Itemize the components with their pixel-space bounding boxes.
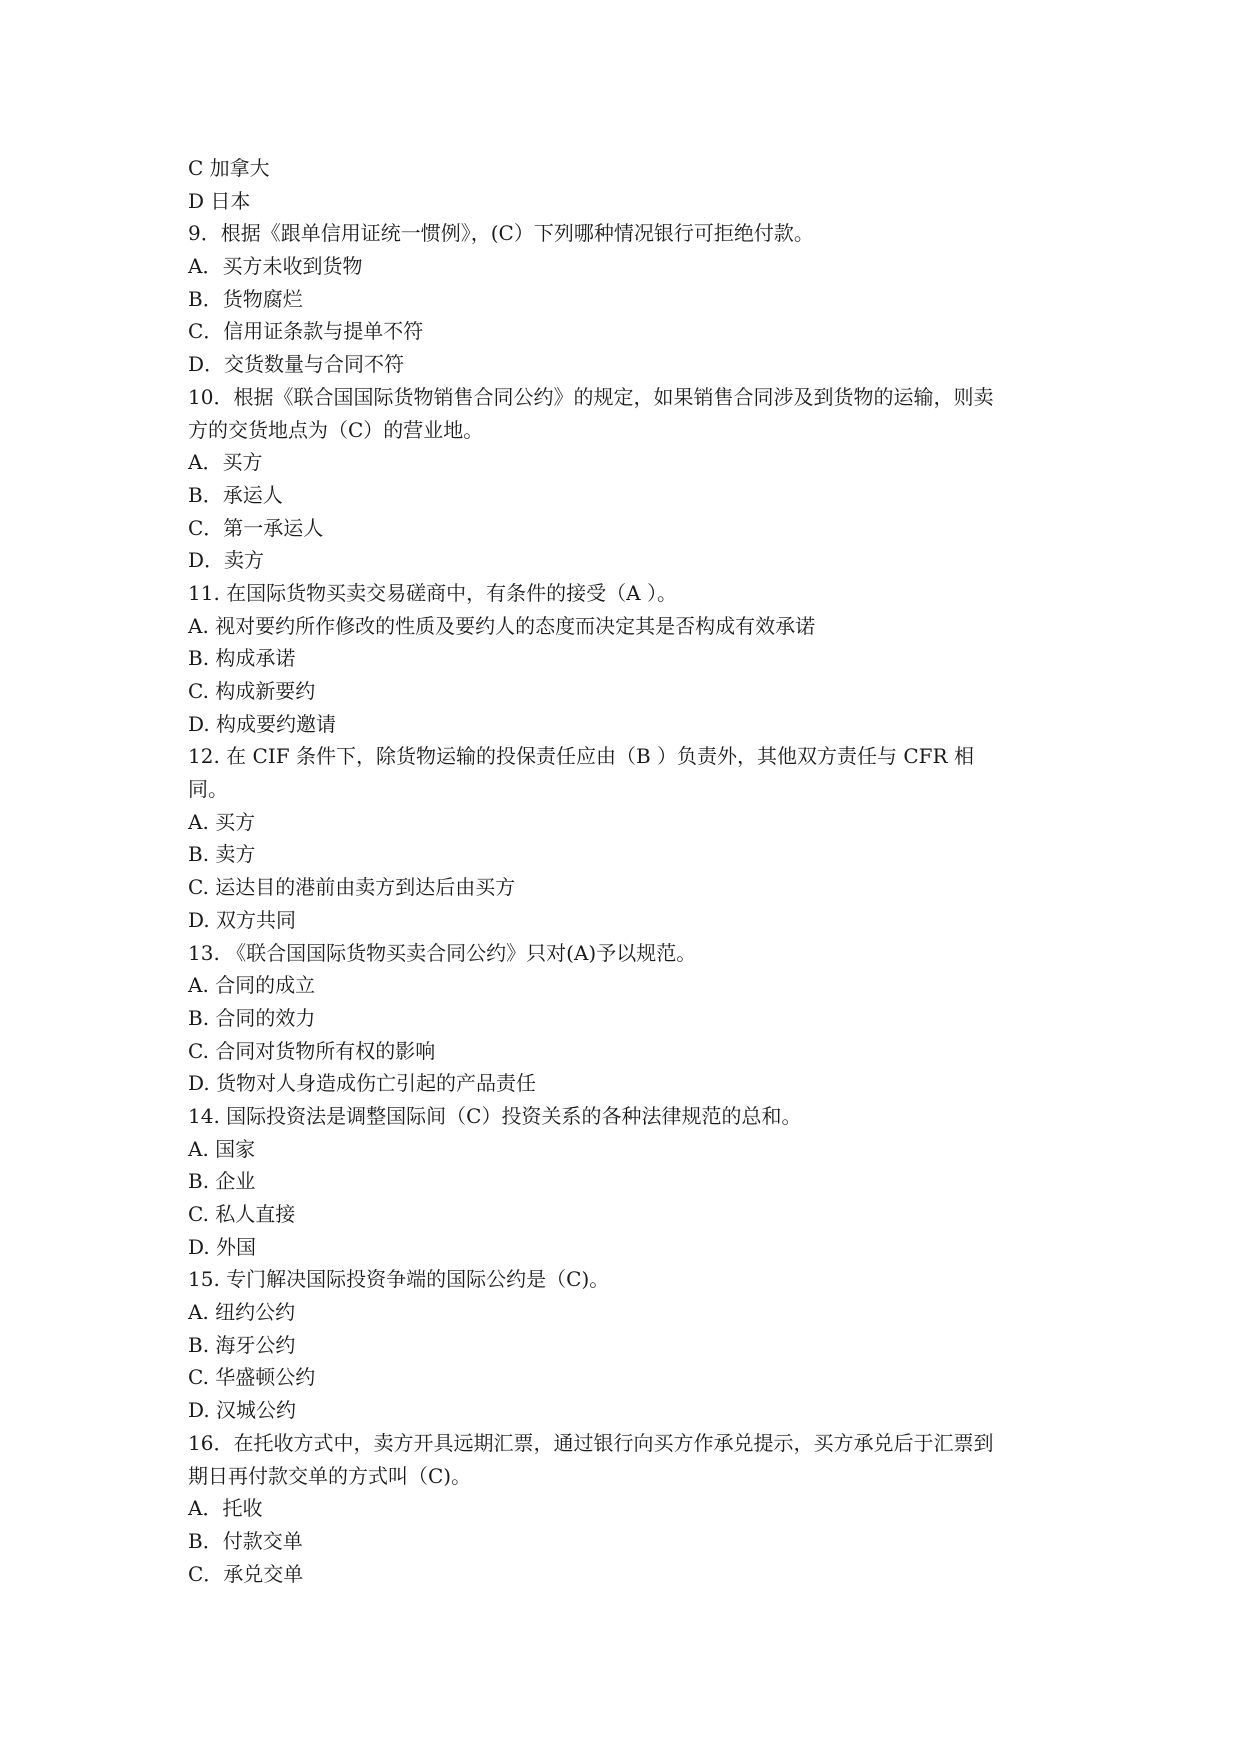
q16-option-b: B．付款交单 [188, 1528, 303, 1553]
q10-option-d: D．卖方 [188, 548, 265, 573]
question-16-line-1: 16．在托收方式中，卖方开具远期汇票，通过银行向买方作承兑提示，买方承兑后于汇票到 [188, 1430, 994, 1455]
question-12-line-2: 同。 [188, 777, 228, 802]
q14-option-a: A. 国家 [188, 1136, 256, 1161]
q10-option-c: C．第一承运人 [188, 515, 324, 540]
q13-option-c: C. 合同对货物所有权的影响 [188, 1038, 436, 1063]
question-15: 15. 专门解决国际投资争端的国际公约是（C)。 [188, 1267, 610, 1292]
question-14: 14. 国际投资法是调整国际间（C）投资关系的各种法律规范的总和。 [188, 1103, 802, 1128]
q16-option-a: A．托收 [188, 1496, 263, 1521]
q14-option-d: D. 外国 [188, 1234, 257, 1259]
q9-option-b: B．货物腐烂 [188, 286, 303, 311]
q9-option-c: C．信用证条款与提单不符 [188, 319, 424, 344]
q13-option-d: D. 货物对人身造成伤亡引起的产品责任 [188, 1071, 537, 1096]
q10-option-a: A．买方 [188, 450, 263, 475]
q15-option-a: A. 纽约公约 [188, 1300, 296, 1325]
option-d-japan: D 日本 [188, 188, 251, 213]
q9-option-a: A．买方未收到货物 [188, 254, 363, 279]
q15-option-b: B. 海牙公约 [188, 1332, 296, 1357]
question-16-line-2: 期日再付款交单的方式叫（C)。 [188, 1463, 472, 1488]
q11-option-c: C. 构成新要约 [188, 679, 316, 703]
q12-option-a: A. 买方 [188, 809, 256, 834]
q11-option-d: D. 构成要约邀请 [188, 711, 337, 736]
q14-option-b: B. 企业 [188, 1169, 256, 1194]
q12-option-c: C. 运达目的港前由卖方到达后由买方 [188, 875, 516, 900]
question-10-line-1: 10．根据《联合国国际货物销售合同公约》的规定，如果销售合同涉及到货物的运输，则卖 [188, 384, 994, 409]
q12-option-d: D. 双方共同 [188, 907, 297, 932]
question-10-line-2: 方的交货地点为（C）的营业地。 [188, 417, 484, 442]
question-9: 9．根据《跟单信用证统一惯例》，(C）下列哪种情况银行可拒绝付款。 [188, 221, 814, 246]
document-body [188, 152, 1068, 1590]
q9-option-d: D．交货数量与合同不符 [188, 352, 405, 377]
q12-option-b: B. 卖方 [188, 842, 256, 867]
question-11: 11. 在国际货物买卖交易磋商中，有条件的接受（A ）。 [188, 580, 677, 605]
q14-option-c: C. 私人直接 [188, 1202, 296, 1226]
question-12-line-1: 12. 在 CIF 条件下，除货物运输的投保责任应由（B ）负责外，其他双方责任与 CFR 相 [188, 744, 974, 769]
q15-option-d: D. 汉城公约 [188, 1398, 297, 1423]
q10-option-b: B．承运人 [188, 482, 283, 507]
q13-option-b: B. 合同的效力 [188, 1005, 316, 1030]
q11-option-a: A. 视对要约所作修改的性质及要约人的态度而决定其是否构成有效承诺 [188, 613, 816, 638]
q11-option-b: B. 构成承诺 [188, 646, 296, 671]
question-13: 13. 《联合国国际货物买卖合同公约》只对(A)予以规范。 [188, 940, 697, 965]
q16-option-c: C．承兑交单 [188, 1561, 304, 1586]
option-c-canada: C 加拿大 [188, 156, 270, 180]
q15-option-c: C. 华盛顿公约 [188, 1365, 316, 1390]
q13-option-a: A. 合同的成立 [188, 973, 316, 998]
